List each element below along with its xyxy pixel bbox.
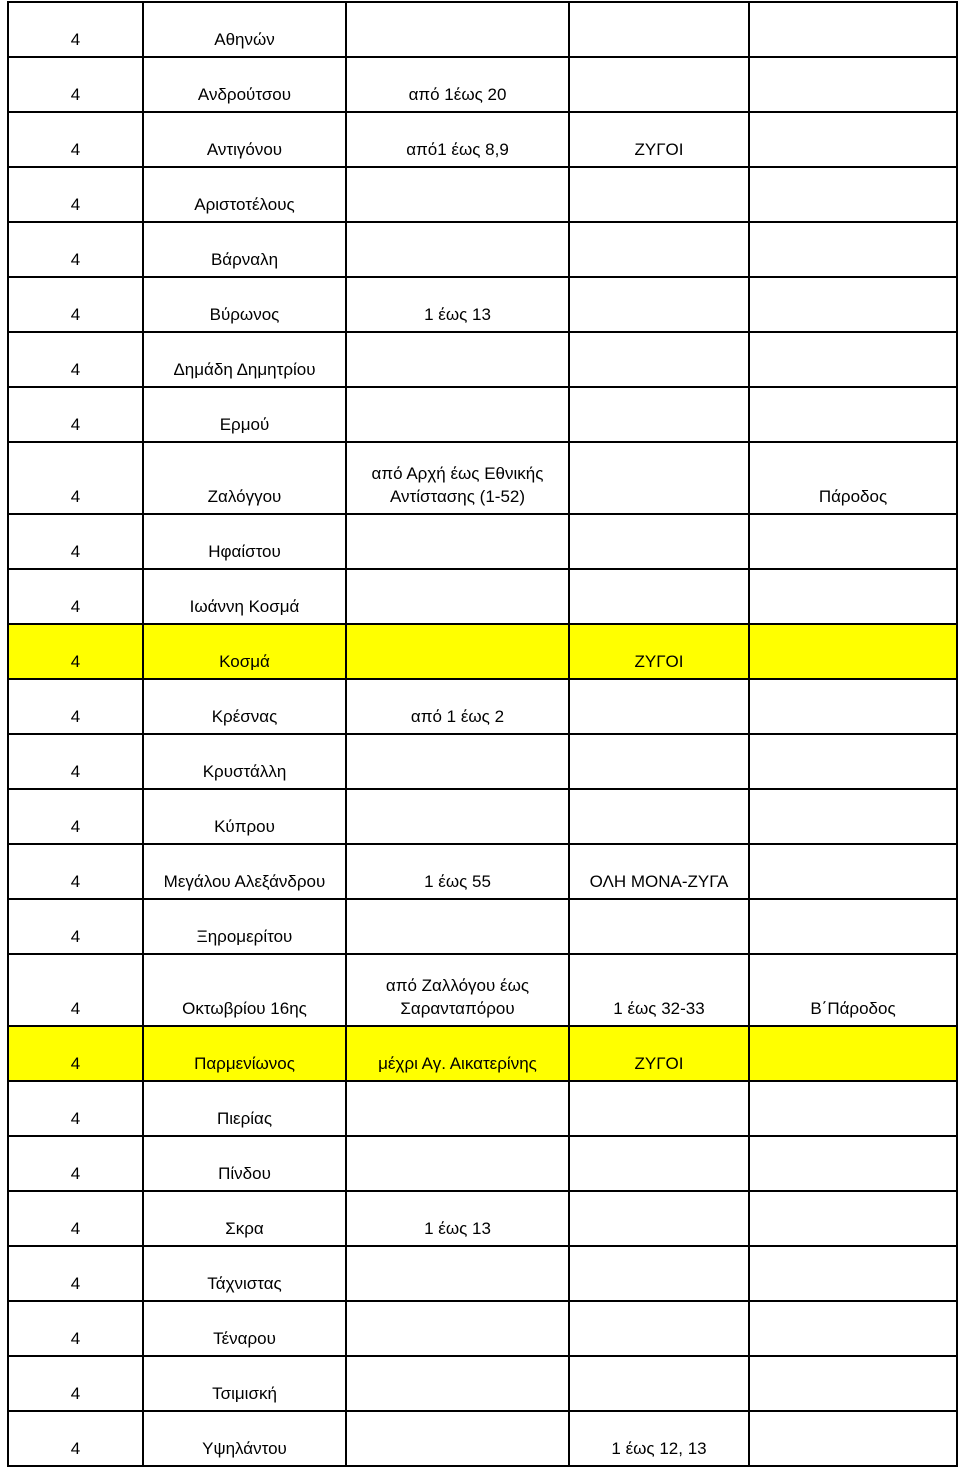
- table-row: [8, 2, 957, 57]
- note-cell: [749, 844, 957, 899]
- row-number-cell: 4: [8, 569, 143, 624]
- street-name-cell: Ξηρομερίτου: [143, 899, 346, 954]
- note-cell: Πάροδος: [749, 442, 957, 514]
- row-number-cell: 4: [8, 57, 143, 112]
- table-row: [8, 1136, 957, 1191]
- number-range-cell: [346, 387, 569, 442]
- number-range-cell: [346, 1246, 569, 1301]
- number-range-cell: από 1 έως 2: [346, 679, 569, 734]
- street-name-cell: Αντιγόνου: [143, 112, 346, 167]
- note-cell: [749, 899, 957, 954]
- table-row: [8, 679, 957, 734]
- number-range-cell: 1 έως 13: [346, 1191, 569, 1246]
- street-name-cell: Αριστοτέλους: [143, 167, 346, 222]
- street-name-cell: Τέναρου: [143, 1301, 346, 1356]
- side-cell: ΖΥΓΟΙ: [569, 1026, 749, 1081]
- table-row: [8, 1026, 957, 1081]
- number-range-cell: [346, 514, 569, 569]
- table-row: [8, 1356, 957, 1411]
- table-row: [8, 844, 957, 899]
- note-cell: [749, 1411, 957, 1466]
- street-name-cell: Δημάδη Δημητρίου: [143, 332, 346, 387]
- number-range-cell: από Ζαλλόγου έως Σαρανταπόρου: [346, 954, 569, 1026]
- note-cell: [749, 1301, 957, 1356]
- note-cell: [749, 1191, 957, 1246]
- street-name-cell: Υψηλάντου: [143, 1411, 346, 1466]
- table-row: [8, 387, 957, 442]
- row-number-cell: 4: [8, 1301, 143, 1356]
- row-number-cell: 4: [8, 1191, 143, 1246]
- row-number-cell: 4: [8, 442, 143, 514]
- table-row: [8, 899, 957, 954]
- row-number-cell: 4: [8, 222, 143, 277]
- row-number-cell: 4: [8, 514, 143, 569]
- number-range-cell: [346, 1081, 569, 1136]
- street-table-body: [8, 2, 957, 1466]
- table-row: [8, 1301, 957, 1356]
- side-cell: [569, 679, 749, 734]
- street-name-cell: Κρέσνας: [143, 679, 346, 734]
- number-range-cell: από1 έως 8,9: [346, 112, 569, 167]
- side-cell: [569, 1191, 749, 1246]
- street-name-cell: Βύρωνος: [143, 277, 346, 332]
- table-row: [8, 442, 957, 514]
- note-cell: [749, 1081, 957, 1136]
- side-cell: [569, 222, 749, 277]
- table-row: [8, 569, 957, 624]
- side-cell: [569, 1081, 749, 1136]
- row-number-cell: 4: [8, 624, 143, 679]
- table-row: [8, 1191, 957, 1246]
- street-name-cell: Ζαλόγγου: [143, 442, 346, 514]
- number-range-cell: [346, 167, 569, 222]
- street-name-cell: Σκρα: [143, 1191, 346, 1246]
- row-number-cell: 4: [8, 112, 143, 167]
- number-range-cell: [346, 1356, 569, 1411]
- row-number-cell: 4: [8, 1246, 143, 1301]
- side-cell: ΖΥΓΟΙ: [569, 624, 749, 679]
- note-cell: [749, 789, 957, 844]
- side-cell: [569, 387, 749, 442]
- street-name-cell: Οκτωβρίου 16ης: [143, 954, 346, 1026]
- table-row: [8, 112, 957, 167]
- note-cell: [749, 734, 957, 789]
- side-cell: [569, 789, 749, 844]
- side-cell: 1 έως 12, 13: [569, 1411, 749, 1466]
- number-range-cell: 1 έως 55: [346, 844, 569, 899]
- row-number-cell: 4: [8, 1136, 143, 1191]
- note-cell: [749, 167, 957, 222]
- side-cell: ΟΛΗ ΜΟΝΑ-ΖΥΓΑ: [569, 844, 749, 899]
- number-range-cell: [346, 1411, 569, 1466]
- street-name-cell: Ερμού: [143, 387, 346, 442]
- row-number-cell: 4: [8, 789, 143, 844]
- side-cell: [569, 514, 749, 569]
- street-name-cell: Πιερίας: [143, 1081, 346, 1136]
- number-range-cell: [346, 734, 569, 789]
- street-name-cell: Ιωάννη Κοσμά: [143, 569, 346, 624]
- row-number-cell: 4: [8, 844, 143, 899]
- note-cell: [749, 514, 957, 569]
- street-name-cell: Πίνδου: [143, 1136, 346, 1191]
- number-range-cell: [346, 789, 569, 844]
- side-cell: [569, 2, 749, 57]
- side-cell: [569, 1136, 749, 1191]
- note-cell: [749, 624, 957, 679]
- row-number-cell: 4: [8, 1356, 143, 1411]
- table-row: [8, 277, 957, 332]
- street-name-cell: Μεγάλου Αλεξάνδρου: [143, 844, 346, 899]
- note-cell: [749, 387, 957, 442]
- note-cell: [749, 1136, 957, 1191]
- table-row: [8, 222, 957, 277]
- side-cell: [569, 332, 749, 387]
- row-number-cell: 4: [8, 332, 143, 387]
- side-cell: [569, 899, 749, 954]
- table-row: [8, 1081, 957, 1136]
- row-number-cell: 4: [8, 734, 143, 789]
- side-cell: [569, 1246, 749, 1301]
- side-cell: [569, 277, 749, 332]
- street-name-cell: Παρμενίωνος: [143, 1026, 346, 1081]
- street-name-cell: Τάχνιστας: [143, 1246, 346, 1301]
- number-range-cell: [346, 222, 569, 277]
- number-range-cell: [346, 1136, 569, 1191]
- side-cell: [569, 569, 749, 624]
- number-range-cell: [346, 2, 569, 57]
- side-cell: [569, 442, 749, 514]
- table-row: [8, 332, 957, 387]
- table-row: [8, 57, 957, 112]
- side-cell: [569, 1356, 749, 1411]
- note-cell: [749, 2, 957, 57]
- street-name-cell: Αθηνών: [143, 2, 346, 57]
- table-row: [8, 734, 957, 789]
- number-range-cell: [346, 332, 569, 387]
- note-cell: [749, 222, 957, 277]
- number-range-cell: μέχρι Αγ. Αικατερίνης: [346, 1026, 569, 1081]
- note-cell: [749, 277, 957, 332]
- note-cell: [749, 1246, 957, 1301]
- table-row: [8, 514, 957, 569]
- note-cell: [749, 1356, 957, 1411]
- side-cell: [569, 734, 749, 789]
- side-cell: [569, 57, 749, 112]
- street-name-cell: Ηφαίστου: [143, 514, 346, 569]
- note-cell: [749, 332, 957, 387]
- row-number-cell: 4: [8, 1081, 143, 1136]
- street-name-cell: Κοσμά: [143, 624, 346, 679]
- side-cell: 1 έως 32-33: [569, 954, 749, 1026]
- street-name-cell: Τσιμισκή: [143, 1356, 346, 1411]
- side-cell: ΖΥΓΟΙ: [569, 112, 749, 167]
- table-row: [8, 1411, 957, 1466]
- table-row: [8, 1246, 957, 1301]
- street-name-cell: Κύπρου: [143, 789, 346, 844]
- side-cell: [569, 1301, 749, 1356]
- street-name-cell: Βάρναλη: [143, 222, 346, 277]
- table-row: [8, 789, 957, 844]
- row-number-cell: 4: [8, 899, 143, 954]
- row-number-cell: 4: [8, 277, 143, 332]
- row-number-cell: 4: [8, 167, 143, 222]
- note-cell: [749, 1026, 957, 1081]
- note-cell: [749, 112, 957, 167]
- row-number-cell: 4: [8, 1026, 143, 1081]
- street-table: [7, 1, 958, 1467]
- note-cell: [749, 57, 957, 112]
- table-row: [8, 954, 957, 1026]
- row-number-cell: 4: [8, 954, 143, 1026]
- side-cell: [569, 167, 749, 222]
- number-range-cell: [346, 624, 569, 679]
- row-number-cell: 4: [8, 2, 143, 57]
- note-cell: [749, 679, 957, 734]
- street-name-cell: Ανδρούτσου: [143, 57, 346, 112]
- number-range-cell: από Αρχή έως Εθνικής Αντίστασης (1-52): [346, 442, 569, 514]
- number-range-cell: [346, 569, 569, 624]
- table-row: [8, 624, 957, 679]
- number-range-cell: 1 έως 13: [346, 277, 569, 332]
- table-row: [8, 167, 957, 222]
- row-number-cell: 4: [8, 387, 143, 442]
- row-number-cell: 4: [8, 1411, 143, 1466]
- number-range-cell: από 1έως 20: [346, 57, 569, 112]
- number-range-cell: [346, 1301, 569, 1356]
- number-range-cell: [346, 899, 569, 954]
- note-cell: Β΄Πάροδος: [749, 954, 957, 1026]
- street-name-cell: Κρυστάλλη: [143, 734, 346, 789]
- note-cell: [749, 569, 957, 624]
- row-number-cell: 4: [8, 679, 143, 734]
